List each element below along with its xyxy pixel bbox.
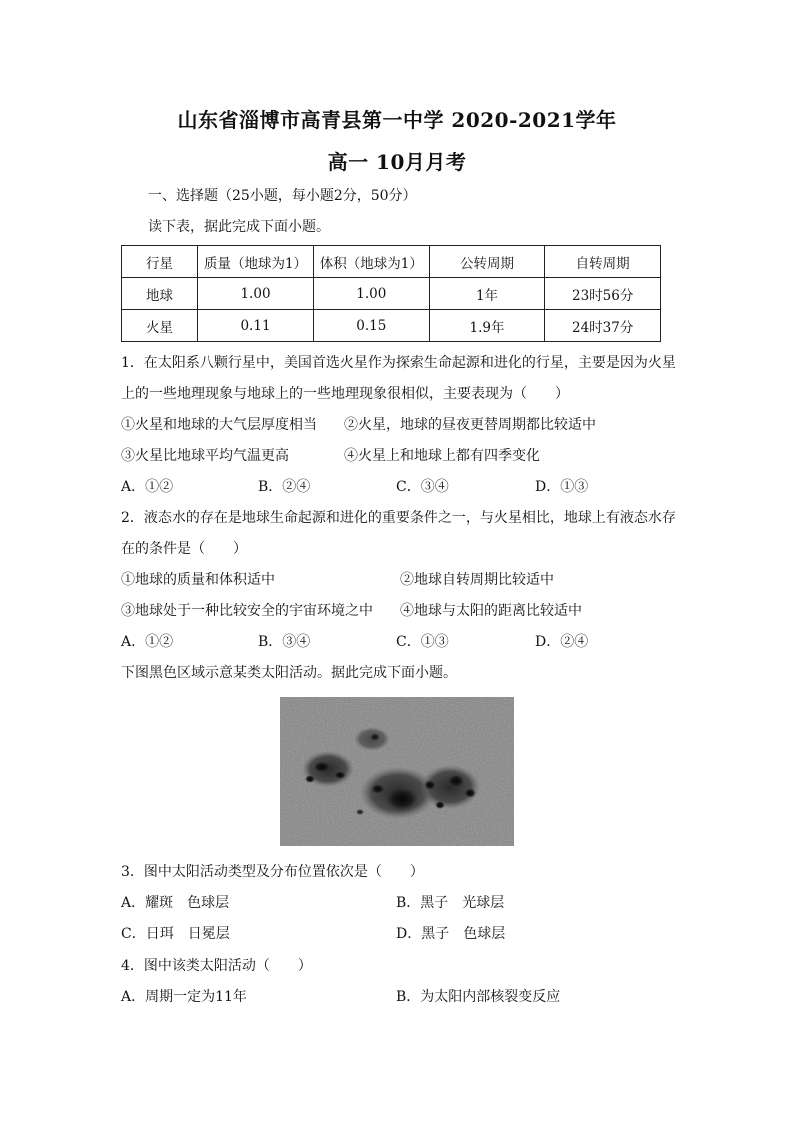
sunspot-photo bbox=[280, 697, 514, 846]
q1-option-1: ①火星和地球的大气层厚度相当 bbox=[121, 417, 317, 433]
q1-option-2: ②火星，地球的昼夜更替周期都比较适中 bbox=[344, 417, 596, 433]
q4-choice-a[interactable]: A．周期一定为11年 bbox=[121, 989, 247, 1005]
q1-option-3: ③火星比地球平均气温更高 bbox=[121, 448, 289, 464]
table-header-cell: 行星 bbox=[122, 246, 198, 278]
planet-table bbox=[121, 245, 661, 342]
q2-option-4: ④地球与太阳的距离比较适中 bbox=[400, 603, 582, 619]
q4-choice-b[interactable]: B．为太阳内部核裂变反应 bbox=[396, 989, 561, 1005]
q3-choice-c[interactable]: C．日珥 日冕层 bbox=[121, 926, 230, 942]
table-row bbox=[122, 278, 661, 310]
table-header-cell: 体积（地球为1） bbox=[313, 246, 429, 278]
table-row bbox=[122, 310, 661, 342]
q1-choice-b[interactable]: B．②④ bbox=[258, 479, 311, 495]
q3-choice-b[interactable]: B．黑子 光球层 bbox=[396, 895, 505, 911]
image-intro: 下图黑色区域示意某类太阳活动。据此完成下面小题。 bbox=[121, 665, 457, 681]
q2-choice-b[interactable]: B．③④ bbox=[258, 634, 311, 650]
q2-choice-a[interactable]: A．①② bbox=[121, 634, 174, 650]
q1-choice-a[interactable]: A．①② bbox=[121, 479, 174, 495]
exam-subtitle: 高一 10月月考 bbox=[327, 150, 467, 174]
q2-option-1: ①地球的质量和体积适中 bbox=[121, 572, 275, 588]
section-heading: 一、选择题（25小题，每小题2分，50分） bbox=[148, 188, 417, 204]
q1-option-4: ④火星上和地球上都有四季变化 bbox=[344, 448, 540, 464]
q2-option-3: ③地球处于一种比较安全的宇宙环境之中 bbox=[121, 603, 373, 619]
q3-choice-a[interactable]: A．耀斑 色球层 bbox=[121, 895, 230, 911]
table-cell: 23时56分 bbox=[545, 278, 661, 310]
q1-choice-c[interactable]: C．③④ bbox=[396, 479, 449, 495]
q1-choice-d[interactable]: D．①③ bbox=[535, 479, 589, 495]
q2-stem-line2: 在的条件是（ ） bbox=[121, 541, 247, 557]
table-header-row bbox=[122, 246, 661, 278]
q3-choice-d[interactable]: D．黑子 色球层 bbox=[396, 926, 506, 942]
table-cell: 0.11 bbox=[198, 310, 314, 342]
table-cell: 1年 bbox=[429, 278, 545, 310]
table-cell: 1.00 bbox=[198, 278, 314, 310]
q4-stem: 4．图中该类太阳活动（ ） bbox=[121, 958, 312, 974]
q2-choice-c[interactable]: C．①③ bbox=[396, 634, 449, 650]
table-cell: 24时37分 bbox=[545, 310, 661, 342]
table-header-cell: 公转周期 bbox=[429, 246, 545, 278]
table-cell: 1.00 bbox=[313, 278, 429, 310]
table-cell: 地球 bbox=[122, 278, 198, 310]
q1-stem-line2: 上的一些地理现象与地球上的一些地理现象很相似，主要表现为（ ） bbox=[121, 386, 569, 402]
q2-stem-line1: 2．液态水的存在是地球生命起源和进化的重要条件之一，与火星相比，地球上有液态水存 bbox=[121, 510, 676, 526]
table-cell: 火星 bbox=[122, 310, 198, 342]
table-cell: 0.15 bbox=[313, 310, 429, 342]
q2-option-2: ②地球自转周期比较适中 bbox=[400, 572, 554, 588]
q1-stem-line1: 1．在太阳系八颗行星中，美国首选火星作为探索生命起源和进化的行星，主要是因为火星 bbox=[121, 355, 676, 371]
q2-choice-d[interactable]: D．②④ bbox=[535, 634, 589, 650]
table-header-cell: 质量（地球为1） bbox=[198, 246, 314, 278]
table-intro: 读下表，据此完成下面小题。 bbox=[148, 219, 330, 235]
q3-stem: 3．图中太阳活动类型及分布位置依次是（ ） bbox=[121, 864, 424, 880]
table-cell: 1.9年 bbox=[429, 310, 545, 342]
table-header-cell: 自转周期 bbox=[545, 246, 661, 278]
exam-title: 山东省淄博市高青县第一中学 2020-2021学年 bbox=[177, 108, 617, 132]
